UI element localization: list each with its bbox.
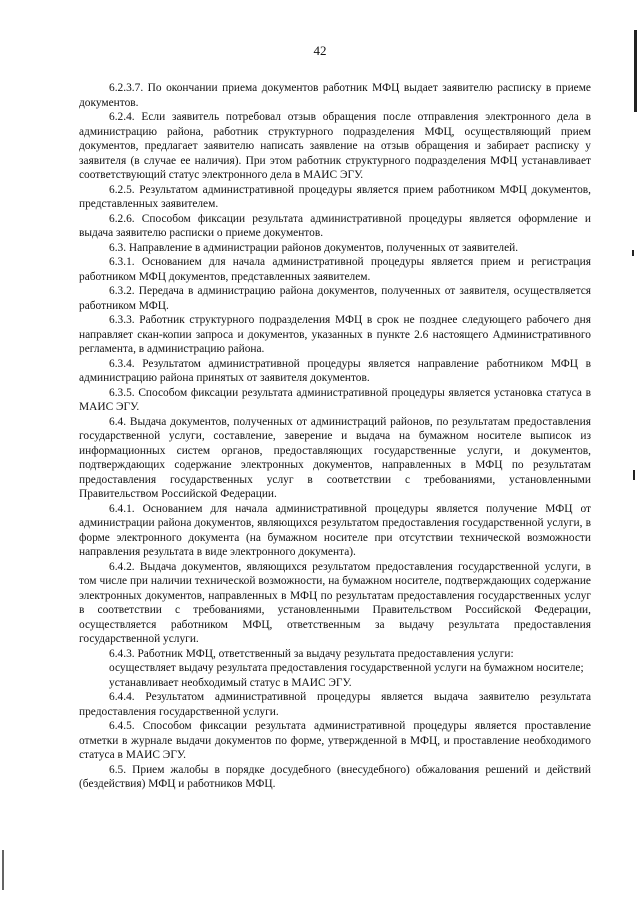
paragraph-6-2-6: 6.2.6. Способом фиксации результата административной процедуры является оформление и выдача заявителю расписки о приеме документов. bbox=[79, 212, 591, 239]
scan-edge-mark-top bbox=[634, 30, 637, 112]
paragraph-6-3-2: 6.3.2. Передача в администрацию района документов, полученных от заявителя, осуществляется работником МФЦ. bbox=[79, 285, 591, 312]
paragraph-6-4-3-item-1: осуществляет выдачу результата предоставления государственной услуги на бумажном носителе; bbox=[109, 662, 584, 674]
scan-edge-mark-middle-lower bbox=[633, 470, 635, 480]
paragraph-6-4-2: 6.4.2. Выдача документов, являющихся результатом предоставления государственной услуги, в том числе при наличии технической возможности, на бумажном носителе, подтверждающих содержание электронных документов, направленных в МФЦ по результатам предоставления государственных услуг в соответствии с требованиями, установленными Правительством Российской Федерации, осуществляется работником МФЦ, ответственным за выдачу результата предоставления государственной услуги. bbox=[79, 560, 591, 645]
paragraph-6-3: 6.3. Направление в администрации районов документов, полученных от заявителей. bbox=[109, 241, 519, 254]
paragraph-6-4-3: 6.4.3. Работник МФЦ, ответственный за выдачу результата предоставления услуги: bbox=[109, 647, 514, 660]
paragraph-6-4-1: 6.4.1. Основанием для начала административной процедуры является получение МФЦ от администрации района документов, являющихся результатом предоставления государственной услуги, в форме электронного документа (на бумажном носителе при отсутствии технической возможности направления результата в виде электронного документа). bbox=[79, 502, 591, 558]
paragraph-6-4: 6.4. Выдача документов, полученных от администраций районов, по результатам предоставления государственной услуги, составление, заверение и выдача на бумажном носителе выписок из информационных систем органов, предоставляющих государственные услуги, и документов, подтверждающих содержание электронных документов, направленных в МФЦ по результатам предоставления государственных услуг в соответствии с требованиями, установленными Правительством Российской Федерации. bbox=[79, 415, 591, 500]
paragraph-6-3-3: 6.3.3. Работник структурного подразделения МФЦ в срок не позднее следующего рабочего дня направляет скан-копии запроса и документов, указанных в пункте 2.6 настоящего Административного регламента, в администрацию района. bbox=[79, 314, 591, 355]
paragraph-6-2-4: 6.2.4. Если заявитель потребовал отзыв обращения после отправления электронного дела в администрацию района, работник структурного подразделения МФЦ, осуществляющий прием документов, предлагает заявителю написать заявление на отзыв обращения и забирает расписку у заявителя (в случае ее наличия). При этом работник структурного подразделения МФЦ устанавливает соответствующий статус электронного дела в МАИС ЭГУ. bbox=[79, 111, 591, 181]
document-body bbox=[79, 81, 591, 792]
paragraph-6-2-3-7: 6.2.3.7. По окончании приема документов работник МФЦ выдает заявителю расписку в приеме документов. bbox=[79, 82, 591, 109]
paragraph-6-5: 6.5. Прием жалобы в порядке досудебного (внесудебного) обжалования решений и действий (бездействия) МФЦ и работников МФЦ. bbox=[79, 763, 591, 790]
paragraph-6-2-5: 6.2.5. Результатом административной процедуры является прием работником МФЦ документов, представленных заявителем. bbox=[79, 183, 591, 210]
paragraph-6-3-1: 6.3.1. Основанием для начала административной процедуры является прием и регистрация работником МФЦ документов, представленных заявителем. bbox=[79, 256, 591, 283]
paragraph-6-3-5: 6.3.5. Способом фиксации результата административной процедуры является установка статуса в МАИС ЭГУ. bbox=[79, 386, 591, 413]
paragraph-6-3-4: 6.3.4. Результатом административной процедуры является направление работником МФЦ в администрацию района принятых от заявителя документов. bbox=[79, 357, 591, 384]
paragraph-6-4-5: 6.4.5. Способом фиксации результата административной процедуры является проставление отметки в журнале выдачи документов по форме, утвержденной в МФЦ, и проставление необходимого статуса в МАИС ЭГУ. bbox=[79, 720, 591, 761]
paragraph-6-4-4: 6.4.4. Результатом административной процедуры является выдача заявителю результата предоставления государственной услуги. bbox=[79, 691, 591, 718]
scan-edge-mark-middle bbox=[632, 250, 634, 256]
scan-edge-mark-bottom bbox=[2, 850, 4, 890]
paragraph-6-4-3-item-2: устанавливает необходимый статус в МАИС ЭГУ. bbox=[109, 676, 352, 689]
page-number: 42 bbox=[313, 43, 327, 58]
